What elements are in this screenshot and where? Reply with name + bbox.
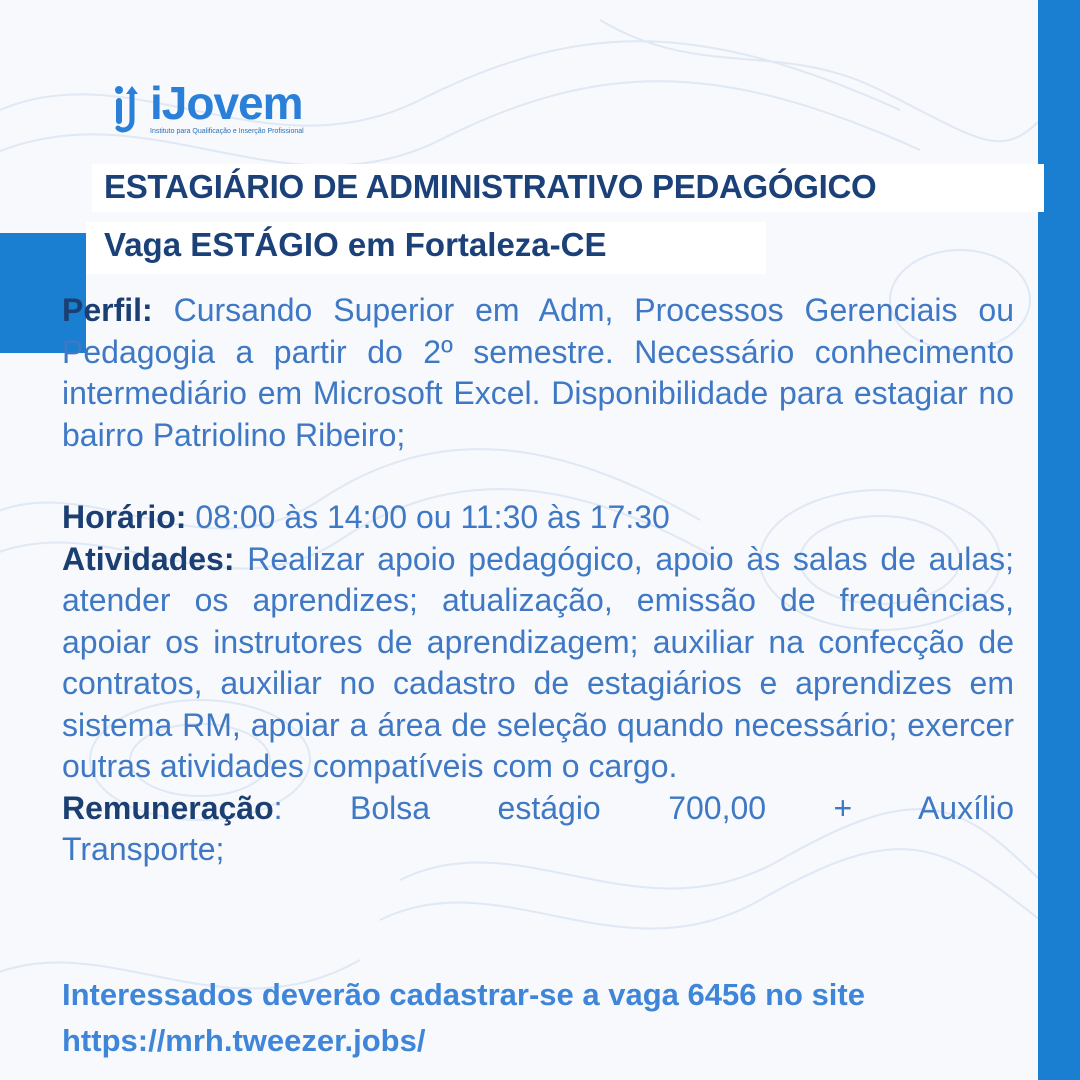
cta-link[interactable]: https://mrh.tweezer.jobs/ xyxy=(62,1023,426,1058)
atividades-label: Atividades: xyxy=(62,540,235,577)
remuneracao-label: Remuneração xyxy=(62,789,274,826)
perfil-paragraph xyxy=(62,290,1014,456)
remuneracao-paragraph xyxy=(62,788,1014,830)
remuneracao-text: Bolsa estágio 700,00 + Auxílio xyxy=(350,789,1015,826)
horario-label: Horário: xyxy=(62,499,187,535)
logo-subtitle: Instituto para Qualificação e Inserção Profissional xyxy=(150,128,304,135)
logo-wordmark: iJovem xyxy=(150,77,303,129)
horario-paragraph xyxy=(62,497,1014,539)
atividades-paragraph xyxy=(62,539,1014,788)
job-details xyxy=(62,290,1014,871)
ijovem-logo xyxy=(108,77,338,144)
perfil-label: Perfil: xyxy=(62,292,153,328)
logo-mark-icon xyxy=(108,80,152,140)
perfil-text: Cursando Superior em Adm, Processos Gerenciais ou Pedagogia a partir do 2º semestre. Necessário conhecimento intermediário em Microsoft Excel. Disponibilidade para estagiar no bairro Patriolino Ribeiro; xyxy=(62,292,1015,453)
page-subtitle: Vaga ESTÁGIO em Fortaleza-CE xyxy=(104,226,607,263)
remuneracao-continuation: Transporte; xyxy=(62,831,225,867)
horario-text: 08:00 às 14:00 ou 11:30 às 17:30 xyxy=(195,499,670,535)
right-accent-bar xyxy=(1038,0,1080,1080)
atividades-text: Realizar apoio pedagógico, apoio às salas de aulas; atender os aprendizes; atualização, emissão de frequências, apoiar os instrutores de aprendizagem; auxiliar na confecção de contratos, auxiliar no cadastro de estagiários e aprendizes em sistema RM, apoiar a área de seleção quando necessário; exercer outras atividades compatíveis com o cargo. xyxy=(62,540,1015,784)
call-to-action xyxy=(62,972,1022,1064)
cta-line: Interessados deverão cadastrar-se a vaga 6456 no site xyxy=(62,977,865,1012)
page-title: ESTAGIÁRIO DE ADMINISTRATIVO PEDAGÓGICO xyxy=(104,168,877,205)
remuneracao-colon: : xyxy=(273,789,283,826)
spacer xyxy=(62,456,1014,497)
